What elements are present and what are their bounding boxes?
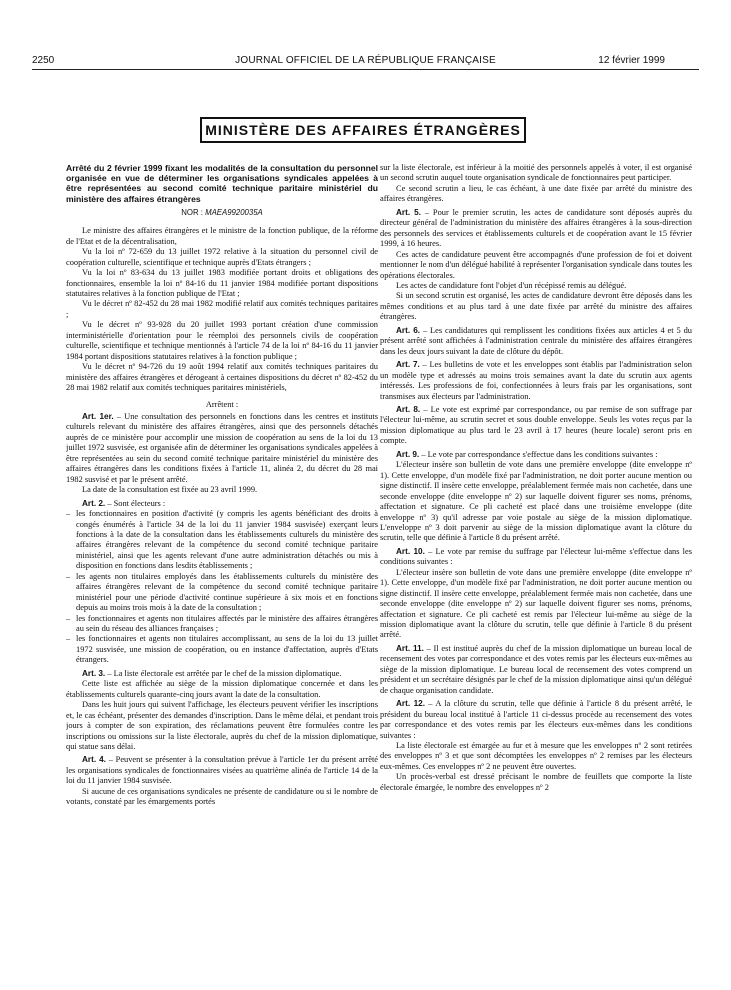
ministry-heading: MINISTÈRE DES AFFAIRES ÉTRANGÈRES [200, 117, 526, 143]
article-7 [380, 360, 692, 402]
article-label: Art. 8. [396, 404, 421, 414]
article-label: Art. 6. [396, 325, 421, 335]
arretent-heading: Arrêtent : [205, 399, 239, 409]
paragraph: Dans les huit jours qui suivent l'affichage, les électeurs peuvent vérifier les inscriptions et, le cas échéant, présenter des demandes d'inscription. Dans le même délai, et pendant trois jours à compter de son expiration, des réclamations peuvent être formulées contre les inscriptions ou omissions sur la liste électorale, auprès du chef de la mission diplomatique, qui statue sans délai. [66, 700, 378, 752]
list-item: – les fonctionnaires et agents non titulaires accomplissant, au sens de la loi du 13 juillet 1972 susvisée, une mission de coopération, ou en instance d'affectation, auprès d'Etats étrangers. [66, 634, 378, 665]
article-4 [66, 755, 378, 786]
article-11 [380, 644, 692, 696]
paragraph: Cette liste est affichée au siège de la mission diplomatique concernée et dans les établissements culturels quarante-cinq jours avant la date de la consultation. [66, 679, 378, 699]
article-label: Art. 9. [396, 449, 420, 459]
intro-paragraph: Vu la loi nº 72-659 du 13 juillet 1972 relative à la situation du personnel civil de coopération culturelle, scientifique et technique auprès d'Etats étrangers ; [66, 247, 378, 267]
article-label: Art. 11. [396, 643, 424, 653]
article-8 [380, 405, 692, 447]
article-label: Art. 10. [396, 546, 425, 556]
intro-paragraph: Vu la loi nº 83-634 du 13 juillet 1983 modifiée portant droits et obligations des fonctionnaires, ensemble la loi nº 84-16 du 11 janvier 1984 modifiée portant dispositions statutaires relatives à la fonction publique de l'Etat ; [66, 268, 378, 298]
page-number: 2250 [32, 55, 55, 66]
article-12 [380, 699, 692, 741]
article-text: – La liste électorale est arrêtée par le chef de la mission diplomatique. [105, 668, 342, 678]
left-column [66, 163, 378, 985]
article-text: – A la clôture du scrutin, telle que définie à l'article 8 du présent arrêté, le président du bureau local institué à l'article 11 ci-dessus procède au recensement des votes par correspondance et des votes remis par les électeurs eux-mêmes dans les conditions suivantes : [380, 699, 692, 740]
intro-paragraph: Vu le décret nº 82-452 du 28 mai 1982 modifié relatif aux comités techniques paritaires ; [66, 299, 378, 319]
intro-paragraph: Vu le décret nº 94-726 du 19 août 1994 relatif aux comités techniques paritaires du ministère des affaires étrangères et dérogeant à certaines dispositions du décret nº 82-452 du 28 mai 1982 relatif aux comités techniques paritaires ministériels, [66, 362, 378, 393]
paragraph: La date de la consultation est fixée au 23 avril 1999. [82, 485, 258, 495]
intro-paragraph: Le ministre des affaires étrangères et le ministre de la fonction publique, de la réforme de l'Etat et de la décentralisation, [66, 226, 378, 246]
list-item: – les fonctionnaires en position d'activité (y compris les agents bénéficiant des droits à congés énumérés à l'article 34 de la loi du 11 janvier 1984 susvisée) exerçant leurs fonctions à la date de la consultation dans les établissements culturels du ministère des affaires étrangères relevant de la compétence du second comité technique paritaire ministériel, ainsi que les agents relevant d'une autre administration détachés ou mis à disposition en fonctions dans lesdits établissements ; [66, 509, 378, 572]
issue-date: 12 février 1999 [598, 55, 665, 66]
intro-paragraph: Vu le décret nº 93-928 du 20 juillet 1993 portant création d'une commission interministérielle d'orientation pour le réemploi des personnels civils de coopération culturelle, scientifique et technique mentionnés à l'article 74 de la loi nº 84-16 du 11 janvier 1984 portant dispositions statutaires relatives à la fonction publique ; [66, 320, 378, 361]
paragraph: sur la liste électorale, est inférieur à la moitié des personnels appelés à voter, il est organisé un second scrutin auquel toute organisation syndicale de fonctionnaires peut participer. [380, 163, 692, 183]
article-label: Art. 2. [82, 498, 106, 508]
nor-code: MAEA9920035A [205, 207, 263, 217]
article-6 [380, 326, 692, 357]
right-column [380, 163, 692, 985]
article-text: – Le vote par correspondance s'effectue dans les conditions suivantes : [419, 449, 658, 459]
paragraph: Si aucune de ces organisations syndicales ne présente de candidature ou si le nombre de votants, constaté par les émargements portés [66, 786, 378, 807]
paragraph: Ces actes de candidature peuvent être accompagnés d'une profession de foi et doivent mentionner le nom d'un délégué habilité à représenter l'organisation syndicale dans toutes les opérations électorales. [380, 249, 692, 280]
article-text: – Le vote par remise du suffrage par l'électeur lui-même s'effectue dans les conditions suivantes : [380, 546, 692, 567]
article-9 [380, 450, 692, 460]
article-2 [66, 499, 378, 509]
header-rule [32, 69, 699, 70]
journal-title: JOURNAL OFFICIEL DE LA RÉPUBLIQUE FRANÇAISE [235, 55, 496, 66]
paragraph: L'électeur insère son bulletin de vote dans une première enveloppe (dite enveloppe nº 1). Cette enveloppe, d'un modèle fixé par l'administration, ne doit porter aucune mention ou signe distinctif. Il insère cette enveloppe, préalablement fermée mais non cachetée, dans une seconde enveloppe (dite enveloppe nº 2) sur laquelle doivent figurer ses noms, prénoms, affectation et signature. Ce pli cacheté est remis par l'électeur lui-même au siège de la mission diplomatique avant la clôture du scrutin, telle que définie à l'article 8 du présent arrêté. [380, 567, 692, 640]
list-item: – les fonctionnaires et agents non titulaires affectés par le ministère des affaires étrangères au sein du réseau des alliances françaises ; [66, 614, 378, 635]
nor-reference [66, 208, 378, 218]
article-label: Art. 5. [396, 207, 421, 217]
page-header [0, 0, 731, 70]
article-label: Art. 3. [82, 668, 106, 678]
article-10 [380, 547, 692, 568]
article-1 [66, 412, 378, 485]
article-3 [66, 669, 378, 679]
list-item: – les agents non titulaires employés dans les établissements culturels du ministère des affaires étrangères relevant de la compétence du second comité technique paritaire ministériel pour une période d'activité continue supérieure à six mois et en fonctions depuis au moins trois mois à la date de la consultation ; [66, 572, 378, 614]
article-text: – Sont électeurs : [105, 498, 166, 508]
article-label: Art. 1er. [82, 411, 114, 421]
article-text: – Les bulletins de vote et les enveloppes sont établis par l'administration selon un modèle type et adressés au moins trois semaines avant la date du scrutin aux agents intéressés. Les professions de foi, confectionnées à leurs frais par les organisations, sont transmises aux électeurs par l'administration. [380, 360, 692, 401]
article-text: – Une consultation des personnels en fonctions dans les centres et instituts culturels relevant du ministère des affaires étrangères, ainsi que des personnels détachés auprès de ce ministère pour accomplir une mission de coopération au sens de la loi du 13 juillet 1972 susvisée, est organisée afin de déterminer les organisations syndicales appelées à être représentées au sein du second comité technique paritaire ministériel du ministère des affaires étrangères dans les conditions fixées à l'article 11, alinéa 2, du décret du 28 mai 1982 susvisé et par le présent arrêté. [66, 411, 378, 484]
paragraph: La liste électorale est émargée au fur et à mesure que les enveloppes nº 2 sont retirées des enveloppes nº 3 et que sont décomptées les enveloppes nº 2 remises par les électeurs eux-mêmes. Ces enveloppes nº 2 ne peuvent être ouvertes. [380, 741, 692, 771]
paragraph: Ce second scrutin a lieu, le cas échéant, à une date fixée par arrêté du ministre des affaires étrangères. [380, 183, 692, 204]
article-text: – Peuvent se présenter à la consultation prévue à l'article 1er du présent arrêté les organisations syndicales de fonctionnaires visées au quatrième alinéa de l'article 14 de la loi du 11 janvier 1984 susvisée. [66, 755, 378, 786]
paragraph: Si un second scrutin est organisé, les actes de candidature devront être déposés dans les mêmes conditions et au plus tard à une date fixée par arrêté du ministre des affaires étrangères. [380, 291, 692, 322]
article-text: – Les candidatures qui remplissent les conditions fixées aux articles 4 et 5 du présent arrêté sont affichées à l'administration centrale du ministère des affaires étrangères dans les deux jours suivant la date de clôture du dépôt. [380, 325, 692, 356]
article-label: Art. 7. [396, 360, 420, 370]
article-label: Art. 12. [396, 699, 425, 709]
article-text: – Pour le premier scrutin, les actes de candidature sont déposés auprès du directeur général de l'administration du ministère des affaires étrangères à la sous-direction des personnels des services et établissements culturels et de coopération avant le 15 février 1999, à 16 heures. [380, 207, 692, 249]
article-label: Art. 4. [82, 755, 106, 765]
article-text: – Il est institué auprès du chef de la mission diplomatique un bureau local de recensement des votes par correspondance et des votes remis par les électeurs eux-mêmes au siège de la mission diplomatique. Le bureau local de recensement des votes comprend un président et un secrétaire désignés par le chef de la mission diplomatique ainsi qu'un délégué de chaque organisation candidate. [380, 643, 692, 695]
paragraph: Les actes de candidature font l'objet d'un récépissé remis au délégué. [396, 280, 627, 290]
article-5 [380, 208, 692, 250]
nor-label: NOR : [181, 207, 203, 217]
paragraph: L'électeur insère son bulletin de vote dans une première enveloppe (dite enveloppe nº 1). Cette enveloppe, d'un modèle fixé par l'administration, ne doit porter aucune mention ou signe distinctif. Il insère cette enveloppe, préalablement fermée mais non cachetée, dans une seconde enveloppe (dite enveloppe nº 2) sur laquelle doivent figurer ses noms, prénoms, affectation et signature. Ce pli cacheté est placé dans une troisième enveloppe (dite enveloppe nº 3) qu'il adresse par voie postale au siège de la mission diplomatique. L'enveloppe nº 3 doit parvenir au siège de la mission diplomatique avant la clôture du scrutin, telle que définie à l'article 8 du présent arrêté. [380, 460, 692, 543]
article-text: – Le vote est exprimé par correspondance, ou par remise de son suffrage par l'électeur lui-même, au scrutin secret et sous double enveloppe. Seuls les votes reçus par la mission diplomatique au plus tard le 23 avril à 17 heures (heure locale) seront pris en compte. [380, 404, 692, 446]
decree-title: Arrêté du 2 février 1999 fixant les modalités de la consultation du personnel organisée en vue de déterminer les organisations syndicales appelées à être représentées au second comité technique paritaire ministériel du ministère des affaires étrangères [66, 163, 378, 204]
paragraph: Un procès-verbal est dressé précisant le nombre de feuillets que comporte la liste électorale émargée, le nombre des enveloppes nº 2 [380, 772, 692, 792]
